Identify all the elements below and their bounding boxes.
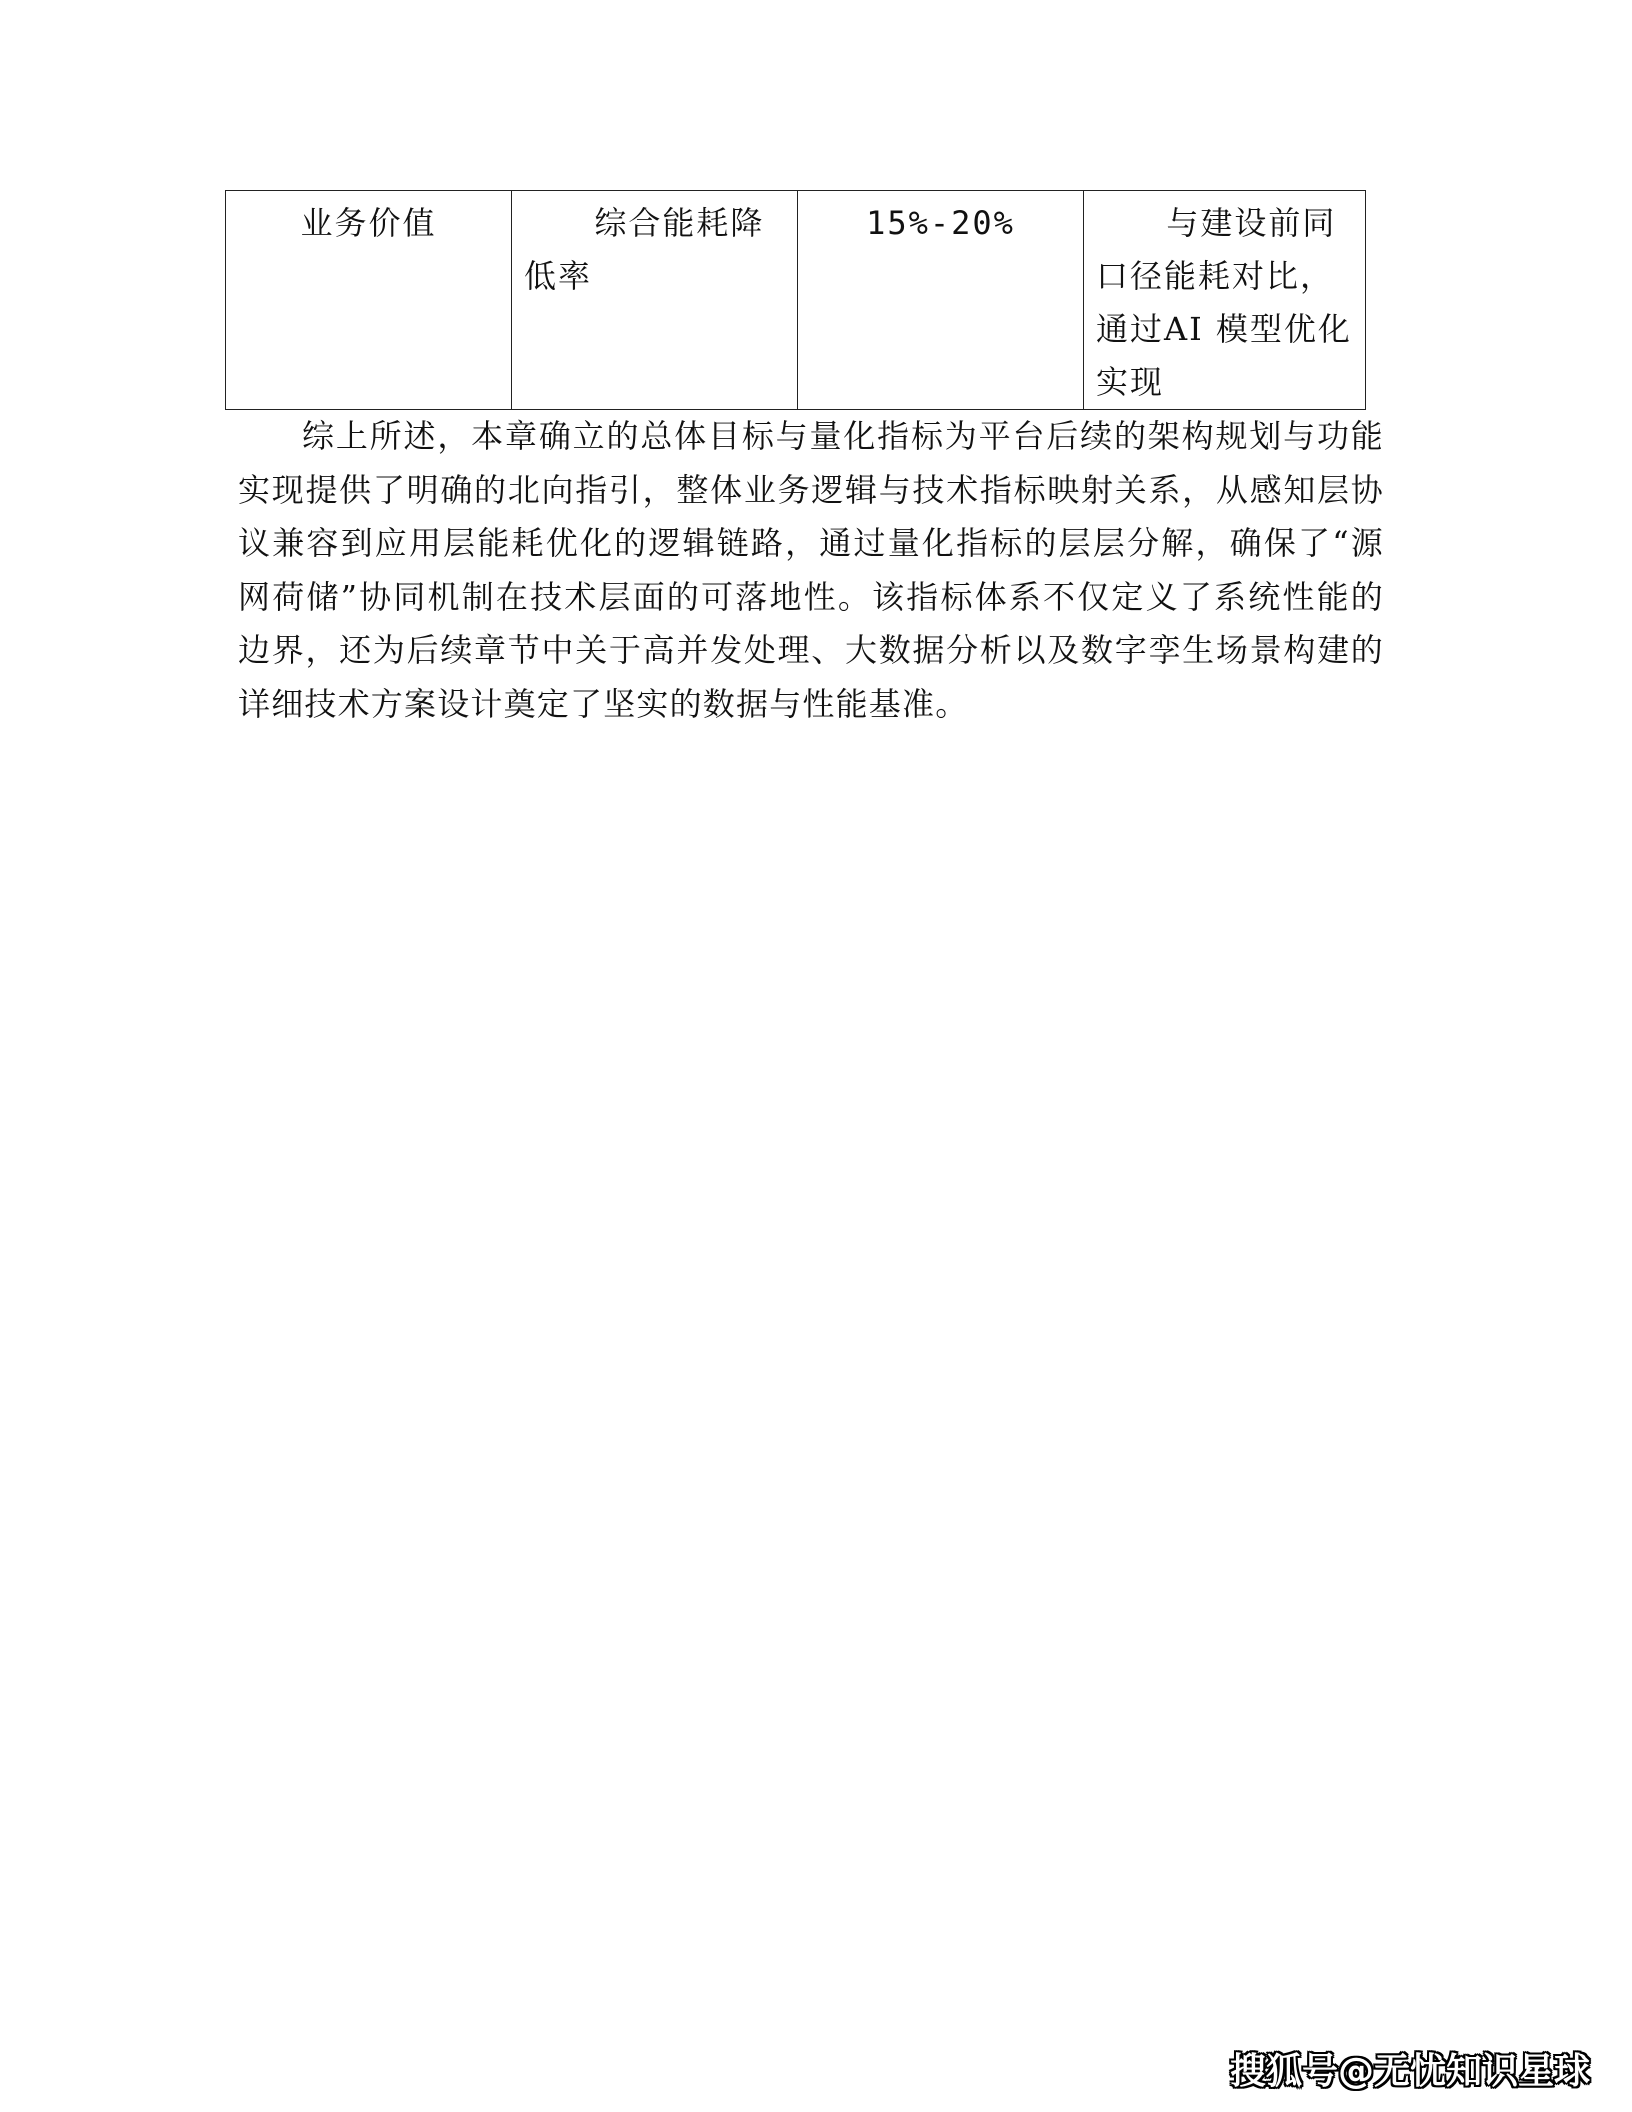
table-cell-target: 15%-20%: [798, 191, 1084, 410]
watermark: 搜狐号@无忧知识星球: [1229, 2051, 1590, 2092]
table-cell-metric: 综合能耗降低率: [512, 191, 798, 410]
metrics-table: [225, 190, 1366, 410]
summary-paragraph: 综上所述，本章确立的总体目标与量化指标为平台后续的架构规划与功能实现提供了明确的北向指引，整体业务逻辑与技术指标映射关系，从感知层协议兼容到应用层能耗优化的逻辑链路，通过量化指标的层层分解，确保了“源网荷储”协同机制在技术层面的可落地性。该指标体系不仅定义了系统性能的边界，还为后续章节中关于高并发处理、大数据分析以及数字孪生场景构建的详细技术方案设计奠定了坚实的数据与性能基准。: [238, 417, 1384, 723]
table-row: [226, 191, 1366, 410]
table-cell-note: 与建设前同口径能耗对比，通过AI 模型优化实现: [1084, 191, 1366, 410]
table-cell-category: 业务价值: [226, 191, 512, 410]
